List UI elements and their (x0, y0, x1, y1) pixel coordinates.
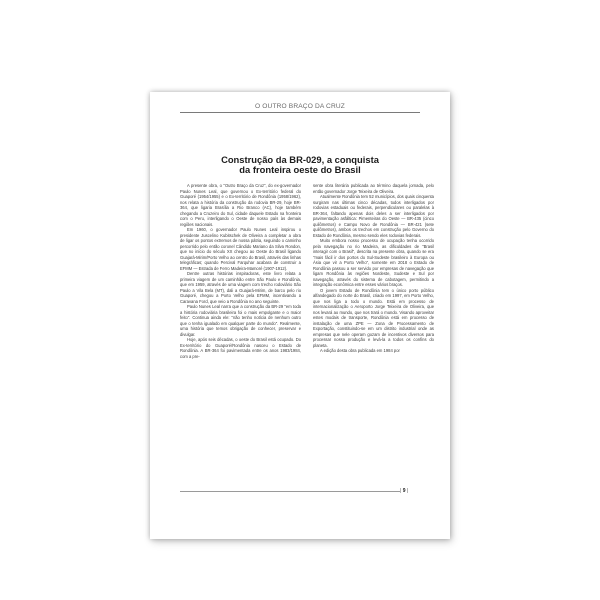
paragraph: Paulo Nunes Leal narra que a construção da BR-29 "em toda a história rodoviária brasileira foi o mais empolgante e o maior feito". Continua ainda ele: "não tenho notícia de nenhum outro que o tenha igualado em qualquer parte do mundo". Realmente, uma história que temos obrigação de conhecer, preservar e divulgar. (180, 304, 301, 337)
running-title: O OUTRO BRAÇO DA CRUZ (255, 103, 345, 110)
page-number: 9 (402, 488, 406, 494)
paragraph: Muito embora nosso processo de ocupação tenha ocorrido pela navegação no rio Madeira, as dificuldades de "Brasil interagir com o Brasil", descrita na presente obra, quando se era "mais fácil ir dos portos do Sul-Sudeste brasileiro à Europa ou Ásia que vir a Porto Velho", somente em 2018 o Estado de Rondônia passou a ser servido por empresas de navegação que ligam Rondônia às regiões Nordeste, Sudeste e Sul por navegação, através do sistema de cabotagem, permitindo a integração econômica entre esses vários braços. (313, 238, 434, 287)
paragraph: sente obra literária publicada ao término daquela jornada, pelo então governador Jorge Teixeira de Oliveira. (313, 183, 434, 194)
chapter-title-line-1: Construção da BR-029, a conquista (221, 154, 379, 165)
chapter-title-line-2: da fronteira oeste do Brasil (239, 164, 361, 176)
paragraph: Atualmente Rondônia tem 52 municípios, dos quais cinquenta surgiram nas últimas cinco décadas, todos interligados por rodovias estaduais ou federais, perpendiculares ou paralelas à BR-364, faltando apenas dois deles a ser interligados por pavimentação asfáltica: Pimenteiras do Oeste — BR-435 (cinco quilômetros) e Campo Novo de Rondônia — BR-421 (sete quilômetros), ambos os trechos em construção pelo Governo do Estado de Rondônia, mesmo sendo eles rodovias federais. (313, 194, 434, 238)
right-column (313, 183, 434, 354)
paragraph: O jovem Estado de Rondônia tem o único porto público alfandegado do norte do Brasil, criado em 1997, em Porto Velho, que nos liga a todo o mundo. Está em processo de internacionalização o Aeroporto Jorge Teixeira de Oliveira, que nos levará ao mundo, que nos trará o mundo. Visando aproveitar estes modais de transporte, Rondônia está em processo de instalação de uma ZPE — Zona de Processamento de Exportação, constituindo-se em um distrito industrial onde as empresas que nele operam gozam de incentivos diversos para processar nossa produção e levá-la a todos os confins do planeta. (313, 287, 434, 348)
paragraph: A presente obra, o "Outro Braço da Cruz", do ex-governador Paulo Nunes Leal, que governou o Ex-território federal do Guaporé (1954/1955) e o Ex-território de Rondônia (1958/1962), nos relata a história da construção da rodovia BR-29, hoje BR-364, que ligaria Brasília a Rio Branco (AC), hoje também chegando a Cruzeiro do Sul, cidade daquele Estado na fronteira com o Peru, interligando o Oeste de nosso país às demais regiões nacionais. (180, 183, 301, 227)
page-number-block (400, 488, 422, 494)
chapter-title (190, 155, 410, 176)
folio-separator: | (400, 488, 402, 494)
header-rule (180, 112, 420, 113)
folio-separator: | (406, 488, 409, 494)
book-page (150, 92, 450, 539)
paragraph: Em 1960, o governador Paulo Nunes Leal inspirou o presidente Juscelino Kubitschek de Oliveira a completar a obra de ligar os pontos extremos de nossa pátria, seguindo o caminho percorrido pelo então coronel Cândido Mariano da Silva Rondon, que no início do século XX chegou ao Oeste do Brasil ligando Guajará-Mirim/Porto Velho ao centro do Brasil, através das linhas telegráficas; quando Percival Farquhar acabara de construir a EFMM — Estrada de Ferro Madeira-Mamoré (1907-1912). (180, 227, 301, 271)
left-column (180, 183, 301, 359)
paragraph: Dentre outras histórias inspiradoras, este livro relata a primeira viagem de um caminhão entre São Paulo e Rondônia, que em 1959, através de uma viagem com trecho rodoviário São Paulo a Vila Bela (MT), dali a Guajará-Mirim, de barco pelo rio Guaporé, chegou a Porto Velho pela EFMM, incentivando a Caravana Ford, que veio a Rondônia no ano seguinte. (180, 271, 301, 304)
paragraph: Hoje, após seis décadas, o oeste do Brasil está ocupado. Do Ex-território do Guaporé/Rondônia nasceu o Estado de Rondônia. A BR-364 foi pavimentada entre os anos 1983/1984, com a pre- (180, 337, 301, 359)
paragraph: A edição desta obra publicada em 1984 por (320, 348, 400, 353)
footer-rule (180, 491, 400, 492)
